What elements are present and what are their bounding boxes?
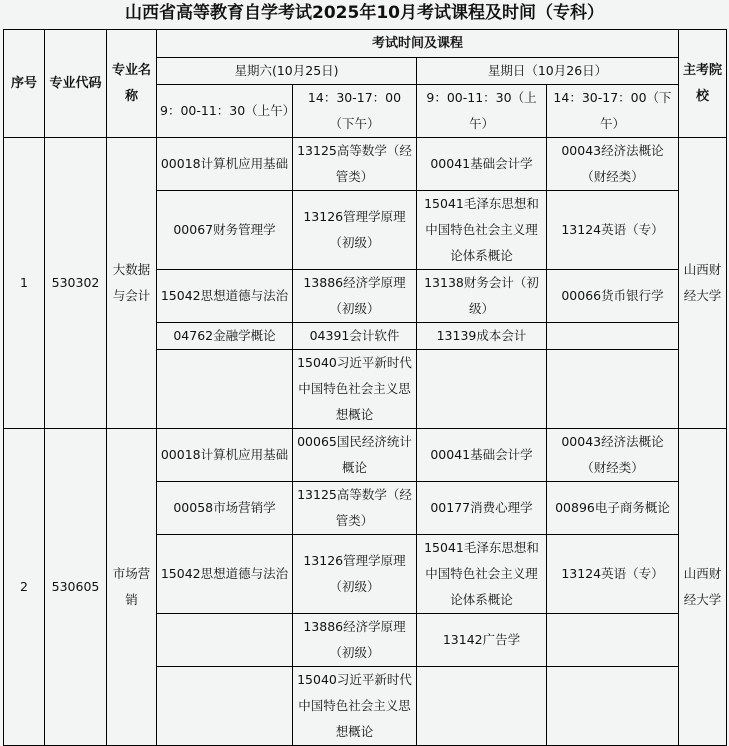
- school-cell: 山西财经大学: [679, 429, 727, 746]
- course-cell: 00043经济法概论（财经类）: [547, 138, 679, 191]
- course-cell: 00177消费心理学: [417, 482, 547, 535]
- course-cell: 13886经济学原理（初级）: [293, 270, 417, 323]
- seq-cell: 1: [4, 138, 45, 429]
- course-cell: 13126管理学原理（初级）: [293, 191, 417, 270]
- course-cell: 00041基础会计学: [417, 429, 547, 482]
- exam-schedule-table: [3, 29, 727, 746]
- course-cell: 13125高等数学（经管类）: [293, 138, 417, 191]
- header-day-sunday: 星期日（10月26日）: [417, 58, 679, 85]
- header-seq: 序号: [4, 30, 45, 138]
- course-cell: 13138财务会计（初级）: [417, 270, 547, 323]
- course-cell: 00041基础会计学: [417, 138, 547, 191]
- course-cell: [547, 323, 679, 350]
- major-code-cell: 530302: [45, 138, 107, 429]
- course-cell: [157, 614, 293, 667]
- course-cell: [547, 667, 679, 746]
- seq-cell: 2: [4, 429, 45, 746]
- course-cell: 00043经济法概论（财经类）: [547, 429, 679, 482]
- course-cell: 15041毛泽东思想和中国特色社会主义理论体系概论: [417, 535, 547, 614]
- course-cell: 00896电子商务概论: [547, 482, 679, 535]
- table-row: [4, 429, 727, 482]
- course-cell: 15040习近平新时代中国特色社会主义思想概论: [293, 350, 417, 429]
- header-sat-am: 9：00-11：30（上午）: [157, 85, 293, 138]
- course-cell: 00018计算机应用基础: [157, 138, 293, 191]
- course-cell: 13142广告学: [417, 614, 547, 667]
- course-cell: [157, 350, 293, 429]
- header-day-saturday: 星期六(10月25日): [157, 58, 417, 85]
- course-cell: 00066货币银行学: [547, 270, 679, 323]
- course-cell: 13125高等数学（经管类）: [293, 482, 417, 535]
- course-cell: [417, 667, 547, 746]
- course-cell: 13126管理学原理（初级）: [293, 535, 417, 614]
- header-sun-am: 9：00-11：30（上午）: [417, 85, 547, 138]
- page-title: 山西省高等教育自学考试2025年10月考试课程及时间（专科）: [125, 3, 604, 23]
- course-cell: 04391会计软件: [293, 323, 417, 350]
- course-cell: 00067财务管理学: [157, 191, 293, 270]
- course-cell: 00058市场营销学: [157, 482, 293, 535]
- course-cell: 15042思想道德与法治: [157, 535, 293, 614]
- header-sun-pm: 14：30-17：00（下午）: [547, 85, 679, 138]
- course-cell: 04762金融学概论: [157, 323, 293, 350]
- table-row: [4, 138, 727, 191]
- course-cell: [547, 614, 679, 667]
- course-cell: 13139成本会计: [417, 323, 547, 350]
- course-cell: 15040习近平新时代中国特色社会主义思想概论: [293, 667, 417, 746]
- header-sat-pm: 14：30-17：00（下午）: [293, 85, 417, 138]
- course-cell: 15041毛泽东思想和中国特色社会主义理论体系概论: [417, 191, 547, 270]
- header-major-code: 专业代码: [45, 30, 107, 138]
- school-cell: 山西财经大学: [679, 138, 727, 429]
- course-cell: [417, 350, 547, 429]
- course-cell: 15042思想道德与法治: [157, 270, 293, 323]
- course-cell: 00065国民经济统计概论: [293, 429, 417, 482]
- course-cell: 13886经济学原理（初级）: [293, 614, 417, 667]
- course-cell: 00018计算机应用基础: [157, 429, 293, 482]
- course-cell: [157, 667, 293, 746]
- course-cell: 13124英语（专）: [547, 191, 679, 270]
- course-cell: [547, 350, 679, 429]
- header-major-name: 专业名称: [107, 30, 157, 138]
- major-code-cell: 530605: [45, 429, 107, 746]
- header-school: 主考院校: [679, 30, 727, 138]
- major-name-cell: 市场营销: [107, 429, 157, 746]
- course-cell: 13124英语（专）: [547, 535, 679, 614]
- header-exam-group: 考试时间及课程: [157, 30, 679, 58]
- major-name-cell: 大数据与会计: [107, 138, 157, 429]
